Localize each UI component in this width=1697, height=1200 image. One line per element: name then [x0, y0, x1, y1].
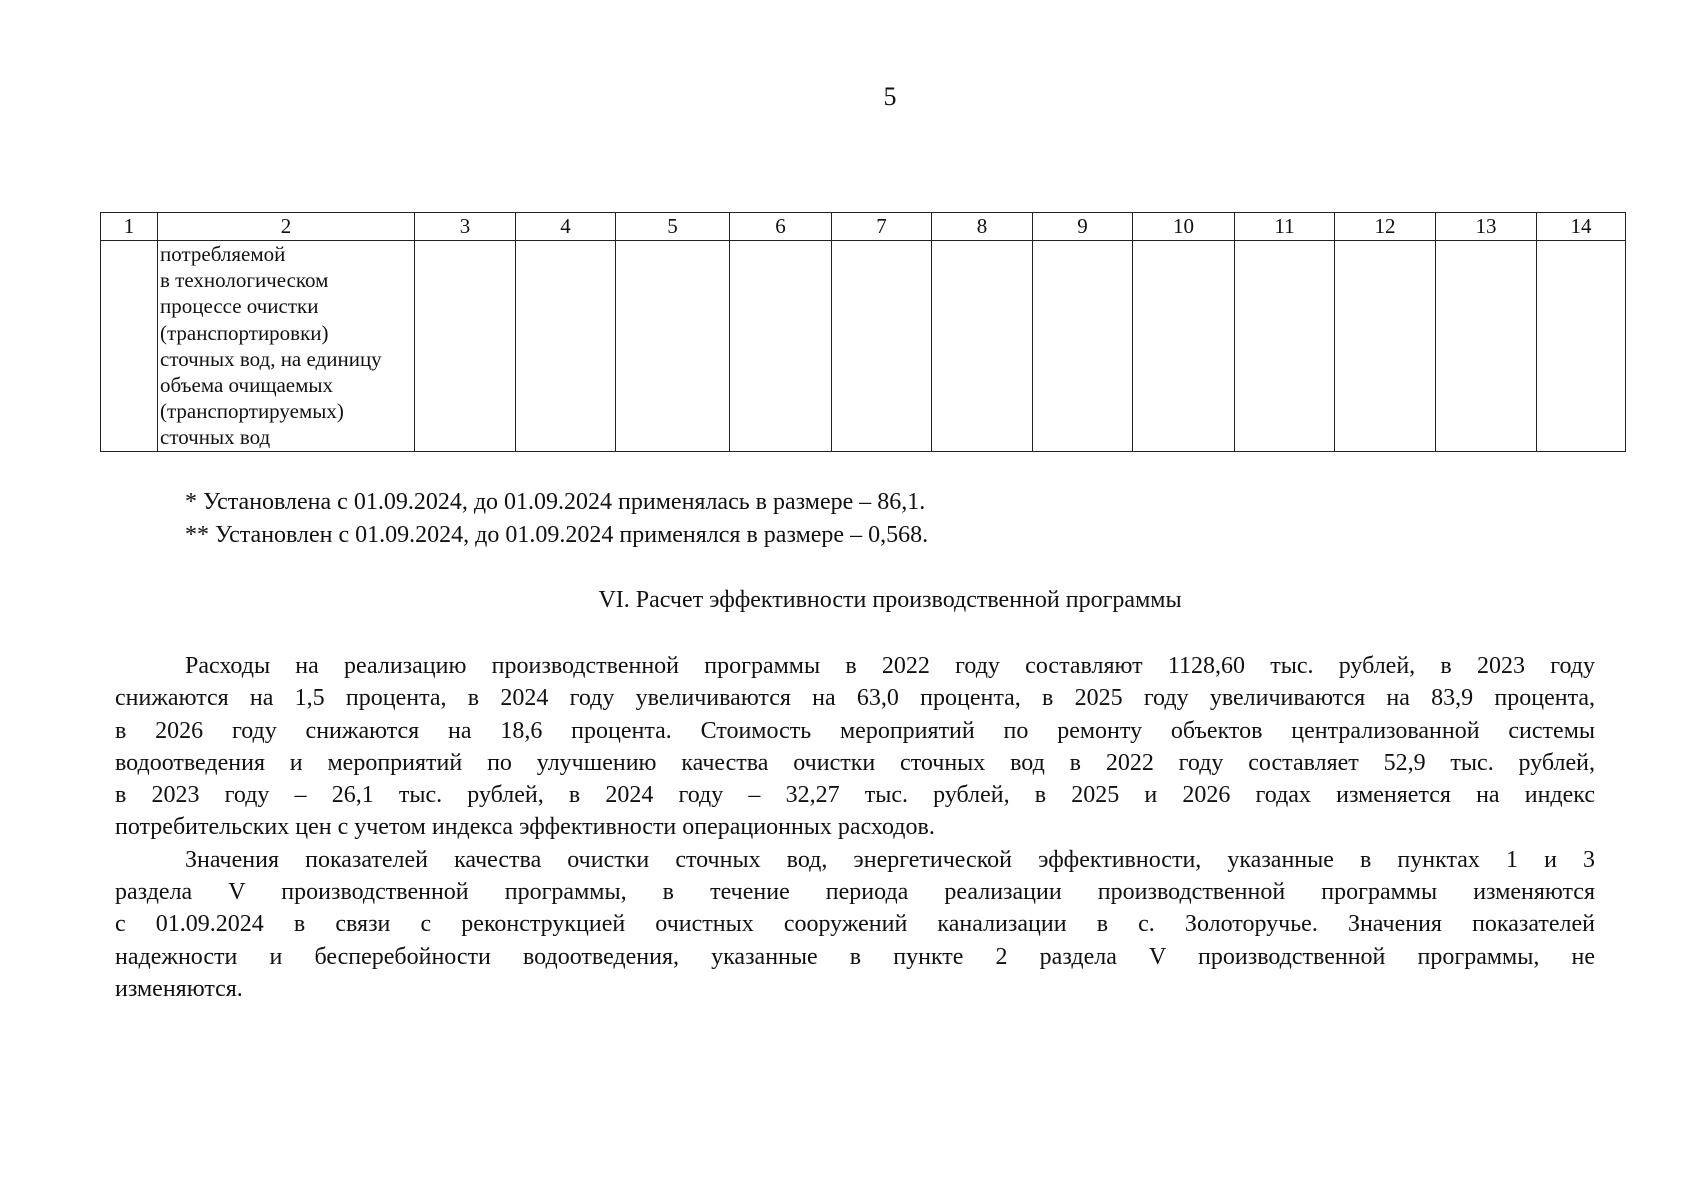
- page-number: 5: [883, 82, 897, 111]
- paragraph-line: снижаются на 1,5 процента, в 2024 году увеличиваются на 63,0 процента, в 2025 году увеличиваются на 83,9 процента,: [115, 685, 1595, 712]
- table-cell: [1537, 241, 1626, 452]
- paragraph-indicators: [115, 844, 1595, 1005]
- description-line: объема очищаемых: [160, 373, 334, 398]
- column-header: 12: [1335, 213, 1436, 241]
- paragraph-line: водоотведения и мероприятий по улучшению качества очистки сточных вод в 2022 году составляет 52,9 тыс. рублей,: [115, 749, 1595, 776]
- column-header: 4: [516, 213, 616, 241]
- column-header: 8: [932, 213, 1033, 241]
- footnotes: [185, 486, 928, 552]
- table-cell: [415, 241, 516, 452]
- column-header: 13: [1436, 213, 1537, 241]
- table-cell: [932, 241, 1033, 452]
- table-cell: [1235, 241, 1335, 452]
- table-cell: [1033, 241, 1133, 452]
- table-cell: [730, 241, 832, 452]
- column-header: 10: [1133, 213, 1235, 241]
- table-cell: [832, 241, 932, 452]
- description-line: (транспортировки): [160, 320, 329, 345]
- paragraph-line: с 01.09.2024 в связи с реконструкцией очистных сооружений канализации в с. Золоторучье. Значения показателей: [115, 911, 1595, 938]
- footnote-1: * Установлена с 01.09.2024, до 01.09.2024 применялась в размере – 86,1.: [185, 489, 926, 515]
- paragraph-line: в 2023 году – 26,1 тыс. рублей, в 2024 году – 32,27 тыс. рублей, в 2025 и 2026 годах изменяется на индекс: [115, 782, 1595, 809]
- column-header: 5: [616, 213, 730, 241]
- paragraph-line: надежности и бесперебойности водоотведения, указанные в пункте 2 раздела V производственной программы, не: [115, 943, 1595, 970]
- paragraph-line: потребительских цен с учетом индекса эффективности операционных расходов.: [115, 814, 935, 841]
- section-heading: VI. Расчет эффективности производственной программы: [598, 587, 1182, 613]
- table-cell: [1436, 241, 1537, 452]
- description-line: потребляемой: [160, 242, 286, 266]
- footnote-2: ** Установлен с 01.09.2024, до 01.09.2024 применялся в размере – 0,568.: [185, 522, 929, 548]
- paragraph-line: в 2026 году снижаются на 18,6 процента. Стоимость мероприятий по ремонту объектов централизованной системы: [115, 717, 1595, 744]
- table-header-row: [101, 213, 1626, 241]
- description-line: сточных вод, на единицу: [160, 346, 382, 371]
- section-body: [115, 650, 1595, 1005]
- paragraph-line: раздела V производственной программы, в течение периода реализации производственной программы изменяются: [115, 879, 1595, 906]
- table-row: [101, 241, 1626, 452]
- column-header: 3: [415, 213, 516, 241]
- table-cell: [616, 241, 730, 452]
- description-line: процессе очистки: [160, 294, 319, 319]
- paragraph-line: Расходы на реализацию производственной программы в 2022 году составляют 1128,60 тыс. рублей, в 2023 году: [185, 653, 1595, 679]
- column-header: 9: [1033, 213, 1133, 241]
- paragraph-line: Значения показателей качества очистки сточных вод, энергетической эффективности, указанные в пунктах 1 и 3: [185, 846, 1595, 873]
- paragraph-line: изменяются.: [115, 975, 243, 1002]
- description-line: (транспортируемых): [160, 399, 344, 424]
- table-cell: [516, 241, 616, 452]
- description-line: в технологическом: [160, 268, 329, 293]
- indicators-table: [100, 212, 1626, 452]
- column-header: 6: [730, 213, 832, 241]
- column-header: 1: [101, 213, 158, 241]
- table-cell: [101, 241, 158, 452]
- table-cell: [1133, 241, 1235, 452]
- paragraph-expenses: [115, 650, 1595, 844]
- column-header: 14: [1537, 213, 1626, 241]
- table-cell: [1335, 241, 1436, 452]
- description-line: сточных вод: [160, 425, 271, 450]
- indicator-description-cell: [158, 241, 415, 452]
- column-header: 11: [1235, 213, 1335, 241]
- column-header: 2: [158, 213, 415, 241]
- column-header: 7: [832, 213, 932, 241]
